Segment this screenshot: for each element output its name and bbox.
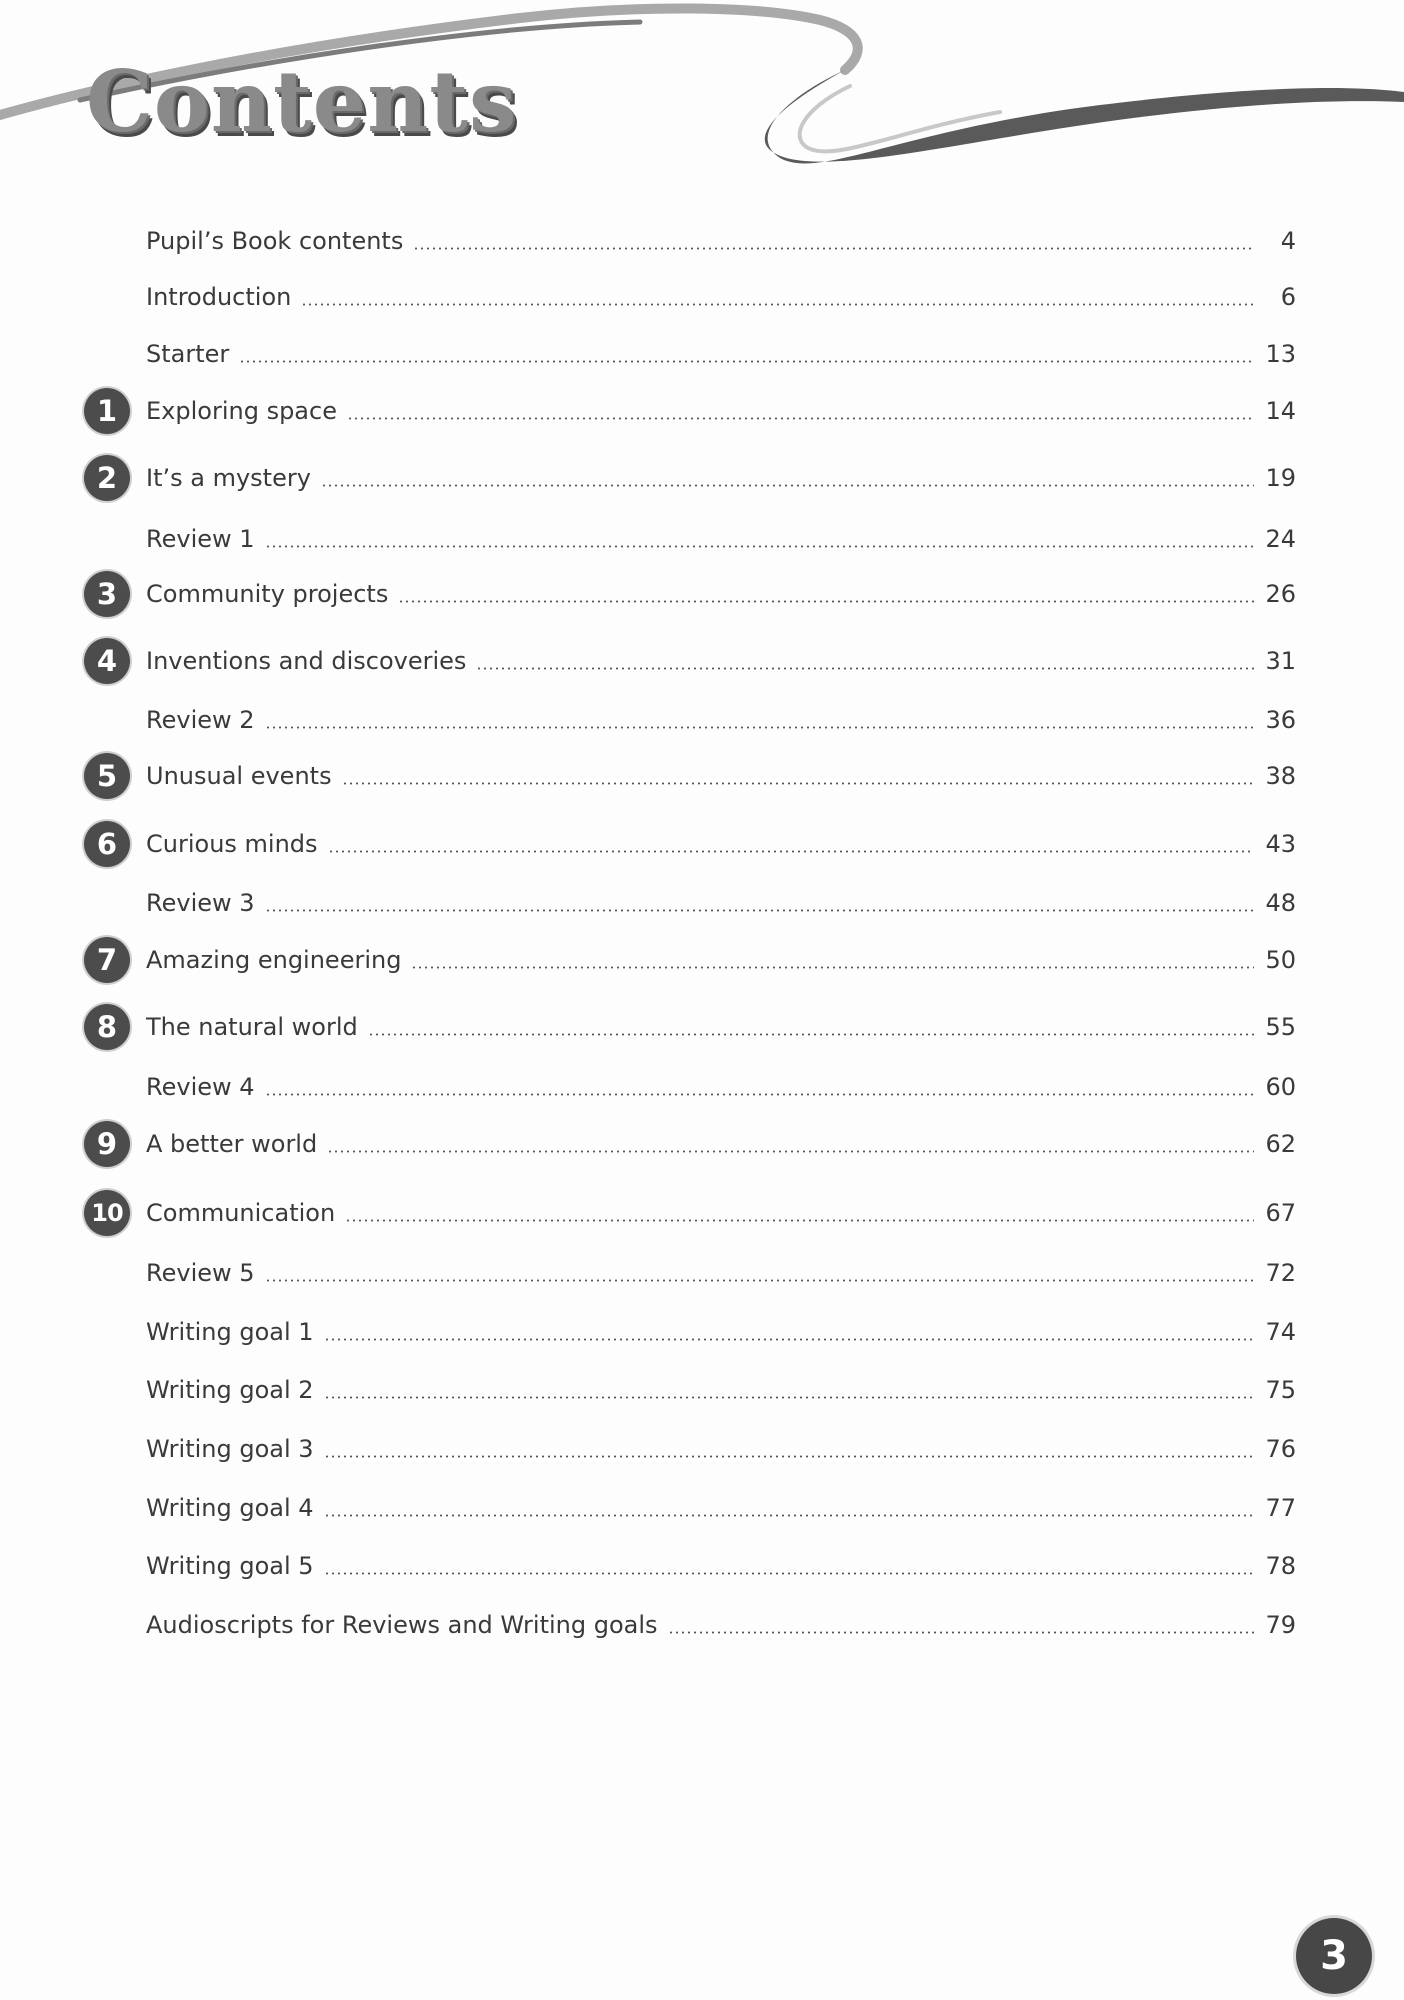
toc-entry xyxy=(146,571,1296,617)
toc-entry-title: Starter xyxy=(146,340,230,368)
toc-entry-title: Writing goal 3 xyxy=(146,1435,314,1463)
dot-leader xyxy=(668,1631,1254,1634)
toc-page-number: 50 xyxy=(1265,946,1296,974)
dot-leader xyxy=(413,247,1254,250)
toc-entry-title: Review 4 xyxy=(146,1073,255,1101)
toc-page-number: 74 xyxy=(1265,1318,1296,1346)
toc-page-number: 79 xyxy=(1265,1611,1296,1639)
toc-entry xyxy=(146,1367,1296,1413)
dot-leader xyxy=(265,1093,1254,1096)
toc-entry xyxy=(146,1309,1296,1355)
toc-row xyxy=(0,1250,1404,1300)
toc-entry xyxy=(146,1426,1296,1472)
dot-leader xyxy=(327,1150,1254,1153)
unit-number-badge: 7 xyxy=(84,937,130,983)
toc-page-number: 19 xyxy=(1265,464,1296,492)
toc-entry xyxy=(146,1485,1296,1531)
toc-page-number: 4 xyxy=(1280,227,1296,255)
dot-leader xyxy=(265,909,1254,912)
toc-entry-title: Review 1 xyxy=(146,525,255,553)
toc-entry xyxy=(146,1250,1296,1296)
toc-entry-title: Amazing engineering xyxy=(146,946,402,974)
toc-entry-title: It’s a mystery xyxy=(146,464,311,492)
toc-row xyxy=(0,274,1404,324)
toc-row xyxy=(0,1426,1404,1476)
toc-page-number: 43 xyxy=(1265,830,1296,858)
dot-leader xyxy=(321,484,1254,487)
toc-entry xyxy=(146,331,1296,377)
toc-page-number: 72 xyxy=(1265,1259,1296,1287)
dot-leader xyxy=(345,1219,1254,1222)
toc-row xyxy=(0,1064,1404,1114)
dot-leader xyxy=(301,303,1254,306)
toc-page-number: 75 xyxy=(1265,1376,1296,1404)
toc-entry-title: Review 3 xyxy=(146,889,255,917)
dot-leader xyxy=(398,600,1254,603)
toc-page-number: 60 xyxy=(1265,1073,1296,1101)
toc-row xyxy=(0,218,1404,268)
toc-row xyxy=(0,1309,1404,1359)
toc-entry xyxy=(146,388,1296,434)
toc-page-number: 24 xyxy=(1265,525,1296,553)
toc-entry xyxy=(146,937,1296,983)
toc-page-number: 78 xyxy=(1265,1552,1296,1580)
dot-leader xyxy=(476,667,1254,670)
toc-entry-title: Inventions and discoveries xyxy=(146,647,467,675)
toc-entry xyxy=(146,1543,1296,1589)
toc-page-number: 38 xyxy=(1265,762,1296,790)
toc-row xyxy=(0,937,1404,987)
unit-number-badge: 9 xyxy=(84,1121,130,1167)
toc-row xyxy=(0,1190,1404,1240)
toc-page-number: 48 xyxy=(1265,889,1296,917)
toc-entry xyxy=(146,753,1296,799)
toc-entry-title: Writing goal 5 xyxy=(146,1552,314,1580)
toc-page-number: 76 xyxy=(1265,1435,1296,1463)
toc-entry xyxy=(146,1004,1296,1050)
toc-entry-title: Introduction xyxy=(146,283,292,311)
toc-row xyxy=(0,1602,1404,1652)
toc-page-number: 14 xyxy=(1265,397,1296,425)
toc-entry-title: Writing goal 1 xyxy=(146,1318,314,1346)
dot-leader xyxy=(265,726,1254,729)
toc-page-number: 6 xyxy=(1280,283,1296,311)
toc-entry xyxy=(146,274,1296,320)
toc-page-number: 67 xyxy=(1265,1199,1296,1227)
toc-page-number: 26 xyxy=(1265,580,1296,608)
toc-row xyxy=(0,388,1404,438)
toc-entry-title: Communication xyxy=(146,1199,336,1227)
toc-page-number: 36 xyxy=(1265,706,1296,734)
toc-row xyxy=(0,753,1404,803)
toc-entry-title: Audioscripts for Reviews and Writing goals xyxy=(146,1611,658,1639)
toc-entry xyxy=(146,218,1296,264)
dot-leader xyxy=(324,1338,1254,1341)
toc-entry-title: Community projects xyxy=(146,580,389,608)
dot-leader xyxy=(368,1033,1254,1036)
unit-number-badge: 2 xyxy=(84,455,130,501)
toc-entry-title: Writing goal 4 xyxy=(146,1494,314,1522)
toc-entry xyxy=(146,1064,1296,1110)
dot-leader xyxy=(324,1396,1254,1399)
toc-row xyxy=(0,516,1404,566)
dot-leader xyxy=(324,1455,1254,1458)
toc-entry xyxy=(146,880,1296,926)
toc-page-number: 31 xyxy=(1265,647,1296,675)
toc-entry xyxy=(146,821,1296,867)
toc-row xyxy=(0,1004,1404,1054)
unit-number-badge: 1 xyxy=(84,388,130,434)
toc-row xyxy=(0,331,1404,381)
unit-number-badge: 10 xyxy=(84,1190,130,1236)
toc-entry-title: Exploring space xyxy=(146,397,337,425)
toc-row xyxy=(0,571,1404,621)
toc-entry xyxy=(146,516,1296,562)
toc-row xyxy=(0,638,1404,688)
dot-leader xyxy=(265,545,1254,548)
toc-entry-title: Review 5 xyxy=(146,1259,255,1287)
unit-number-badge: 4 xyxy=(84,638,130,684)
dot-leader xyxy=(328,850,1254,853)
toc-row xyxy=(0,1121,1404,1171)
dot-leader xyxy=(324,1514,1254,1517)
toc-entry-title: The natural world xyxy=(146,1013,358,1041)
page-number-badge: 3 xyxy=(1296,1918,1372,1994)
toc-entry-title: A better world xyxy=(146,1130,318,1158)
toc-entry-title: Unusual events xyxy=(146,762,332,790)
toc-page-number: 13 xyxy=(1265,340,1296,368)
unit-number-badge: 8 xyxy=(84,1004,130,1050)
dot-leader xyxy=(324,1572,1254,1575)
toc-row xyxy=(0,697,1404,747)
dot-leader xyxy=(347,417,1254,420)
toc-entry-title: Writing goal 2 xyxy=(146,1376,314,1404)
page-title: Contents xyxy=(86,52,518,151)
dot-leader xyxy=(342,782,1254,785)
toc-entry xyxy=(146,1121,1296,1167)
toc-entry xyxy=(146,638,1296,684)
toc-entry-title: Pupil’s Book contents xyxy=(146,227,404,255)
unit-number-badge: 3 xyxy=(84,571,130,617)
toc-page-number: 62 xyxy=(1265,1130,1296,1158)
toc-row xyxy=(0,1367,1404,1417)
dot-leader xyxy=(239,360,1254,363)
toc-entry xyxy=(146,697,1296,743)
toc-row xyxy=(0,1543,1404,1593)
toc-row xyxy=(0,821,1404,871)
toc-page-number: 55 xyxy=(1265,1013,1296,1041)
dot-leader xyxy=(411,966,1254,969)
toc-entry xyxy=(146,455,1296,501)
toc-row xyxy=(0,1485,1404,1535)
unit-number-badge: 6 xyxy=(84,821,130,867)
unit-number-badge: 5 xyxy=(84,753,130,799)
toc-entry-title: Review 2 xyxy=(146,706,255,734)
dot-leader xyxy=(265,1279,1254,1282)
toc-row xyxy=(0,455,1404,505)
toc-entry xyxy=(146,1190,1296,1236)
toc-row xyxy=(0,880,1404,930)
toc-page-number: 77 xyxy=(1265,1494,1296,1522)
toc-entry xyxy=(146,1602,1296,1648)
toc-entry-title: Curious minds xyxy=(146,830,318,858)
